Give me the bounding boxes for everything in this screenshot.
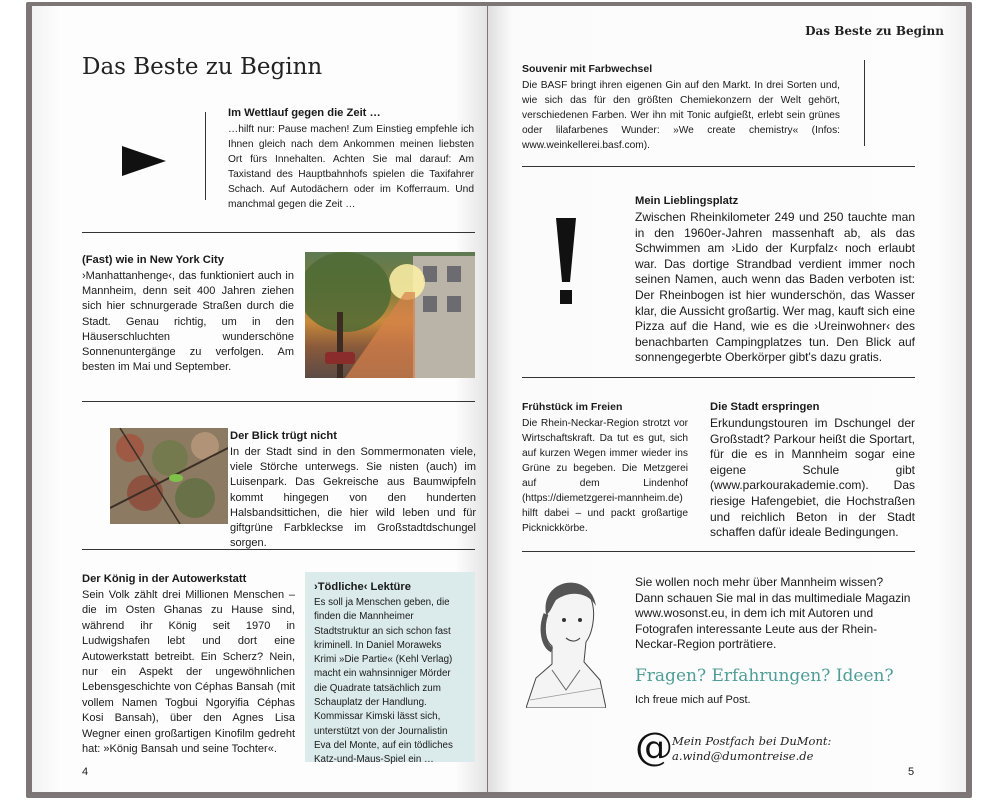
section-heading: Souvenir mit Farbwechsel xyxy=(522,63,653,75)
left-page xyxy=(32,6,487,792)
cta-subtext: Ich freue mich auf Post. xyxy=(635,694,751,706)
sidebox-body: Es soll ja Menschen geben, die finden die Mannheimer Stadtstruktur an sich schon fast kriminell. In Daniel Moraweks Krimi »Die Partie« (Kehl Verlag) macht ein wahnsinniger Mörder die Quadrate tatsächlich zum Schauplatz der Handlung. Kommissar Kimski lässt sich, unterstützt von der Journalistin Eva del Monte, auf ein tödliches Katz-und-Maus-Spiel ein … xyxy=(314,597,453,766)
play-triangle-icon xyxy=(122,146,166,176)
divider xyxy=(864,60,865,146)
divider xyxy=(82,401,475,402)
section-body: ›Manhattanhenge‹, das funktioniert auch in Mannheim, denn seit 400 Jahren ziehen sich hier schnurgerade Straßen durch die Stadt. Genau richtig, um in den Häuserschluchten wunderschöne Sonnenuntergänge zu verfolgen. Am besten im Mai und September. xyxy=(82,270,294,374)
section-body: Sein Volk zählt drei Millionen Menschen – die im Osten Ghanas zu Hause sind, während ihr König seit 1970 in Ludwigshafen lebt und dort eine Autowerkstatt betreibt. Ein Scherz? Nein, nur ein Aspekt der ungewöhnlichen Lebensgeschichte von Céphas Bansah (mit vollem Namen Togbui Ngoryifia Céphas Kosi Bansah), über den Agnes Lisa Wegner einen großartigen Kinofilm gedreht hat: »König Bansah und seine Tochter«. xyxy=(82,589,295,756)
bird-tree-photo xyxy=(110,428,228,524)
at-icon: @ xyxy=(635,725,673,769)
section-heading: Mein Lieblingsplatz xyxy=(635,195,739,207)
mailbox-address[interactable]: a.wind@dumontreise.de xyxy=(672,749,814,763)
section-heading: Frühstück im Freien xyxy=(522,401,623,413)
divider xyxy=(522,551,915,552)
section-heading: Der König in der Autowerkstatt xyxy=(82,573,247,585)
section-body: Zwischen Rheinkilometer 249 und 250 tauchte man in den 1960er-Jahren massenhaft ab, als das Schwimmen am ›Lido der Kurpfalz‹ noch erlaubt war. Das dortige Strandbad verdient immer noch seinen Namen, auch wenn das Baden verboten ist: Der Rheinbogen ist hier wunderschön, das Wasser klar, die Aussicht großartig. Wer mag, kauft sich eine Pizza auf die Hand, wie es die ›Ureinwohner‹ des benachbarten Campingplatzes tun. Den Blick auf sonnengegerbte Oberkörper gibt's dazu gratis. xyxy=(635,210,915,365)
author-intro xyxy=(635,575,915,653)
sidebox-heading: ›Tödliche‹ Lektüre xyxy=(314,581,411,593)
section-heading: Der Blick trügt nicht xyxy=(230,430,337,442)
section-new-york xyxy=(82,253,294,375)
cta-heading: Fragen? Erfahrungen? Ideen? xyxy=(635,666,894,686)
page-number: 4 xyxy=(82,766,89,778)
section-souvenir xyxy=(522,62,840,153)
section-heading: Die Stadt erspringen xyxy=(710,401,820,413)
branches-illustration xyxy=(110,428,228,524)
section-heading: (Fast) wie in New York City xyxy=(82,254,224,266)
section-blick xyxy=(230,429,476,551)
section-body: Die Rhein-Neckar-Region strotzt vor Wirtschaftskraft. Da tut es gut, sich auf kurzen Wegen immer wieder ins Grüne zu begeben. Die Metzgerei auf dem Lindenhof (https://diemetzgerei-mannheim.de) hilft dabei – und packt großartige Picknickkörbe. xyxy=(522,418,688,534)
divider xyxy=(522,166,915,167)
page-title: Das Beste zu Beginn xyxy=(82,54,323,80)
author-portrait-icon xyxy=(526,570,606,708)
author-intro-text: Sie wollen noch mehr über Mannheim wissen? Dann schauen Sie mal in das multimediale Magazin www.wosonst.eu, in dem ich mit Autoren und Fotografen interessante Leute aus der Rhein-Neckar-Region porträtiere. xyxy=(635,575,911,652)
divider xyxy=(82,232,475,233)
sidebox-lektuere xyxy=(305,572,475,766)
running-head: Das Beste zu Beginn xyxy=(805,24,944,38)
section-body: Die BASF bringt ihren eigenen Gin auf den Markt. In drei Sorten und, wie sich das für den größten Chemiekonzern der Welt gehört, verschiedenen Farben. Wer ihn mit Tonic aufgießt, erlebt sein grünes oder lilafarbenes Wunder: »We create chemistry« (Infos: www.weinkellerei.basf.com). xyxy=(522,80,840,151)
section-body: Erkundungstouren im Dschungel der Großstadt? Parkour heißt die Sportart, für die es in Mannheim sogar eine eigene Schule gibt (www.parkourakademie.com). Das riesige Hafengebiet, die Hochstraßen und reichlich Beton in der Stadt schaffen dafür ideale Bedingungen. xyxy=(710,416,915,540)
page-number: 5 xyxy=(908,766,915,778)
mailbox-label: Mein Postfach bei DuMont: xyxy=(672,734,832,748)
right-page xyxy=(488,6,966,792)
sunset-street-photo xyxy=(305,252,475,378)
section-heading: Im Wettlauf gegen die Zeit … xyxy=(228,107,381,119)
divider xyxy=(522,377,915,378)
section-fruehstueck xyxy=(522,400,688,536)
section-lieblingsplatz xyxy=(635,194,915,366)
exclamation-icon xyxy=(552,218,580,306)
street-illustration xyxy=(305,252,475,378)
mailbox-info xyxy=(672,734,831,764)
section-body: …hilft nur: Pause machen! Zum Einstieg empfehle ich Ihnen gleich nach dem Ankommen meinen liebsten Ort fürs Innehalten. Achten Sie mal darauf: Am Taxistand des Hauptbahnhofs spielen die Taxifahrer Schach. Auf Autodächern oder im Kofferraum. Und manchmal gegen die Zeit … xyxy=(228,124,474,210)
section-erspringen xyxy=(710,400,915,541)
section-wettlauf xyxy=(228,106,474,212)
divider xyxy=(82,549,475,550)
section-koenig xyxy=(82,572,295,757)
section-body: In der Stadt sind in den Sommermonaten viele, viele Störche unterwegs. Sie nisten (auch) im Luisenpark. Das Gekreische aus Baumwipfeln kommt hingegen von den hunderten Halsbandsittichen, die hier wild leben und für giftgrüne Farbkleckse im Großstadtdschungel sorgen. xyxy=(230,446,476,550)
divider xyxy=(205,112,206,200)
